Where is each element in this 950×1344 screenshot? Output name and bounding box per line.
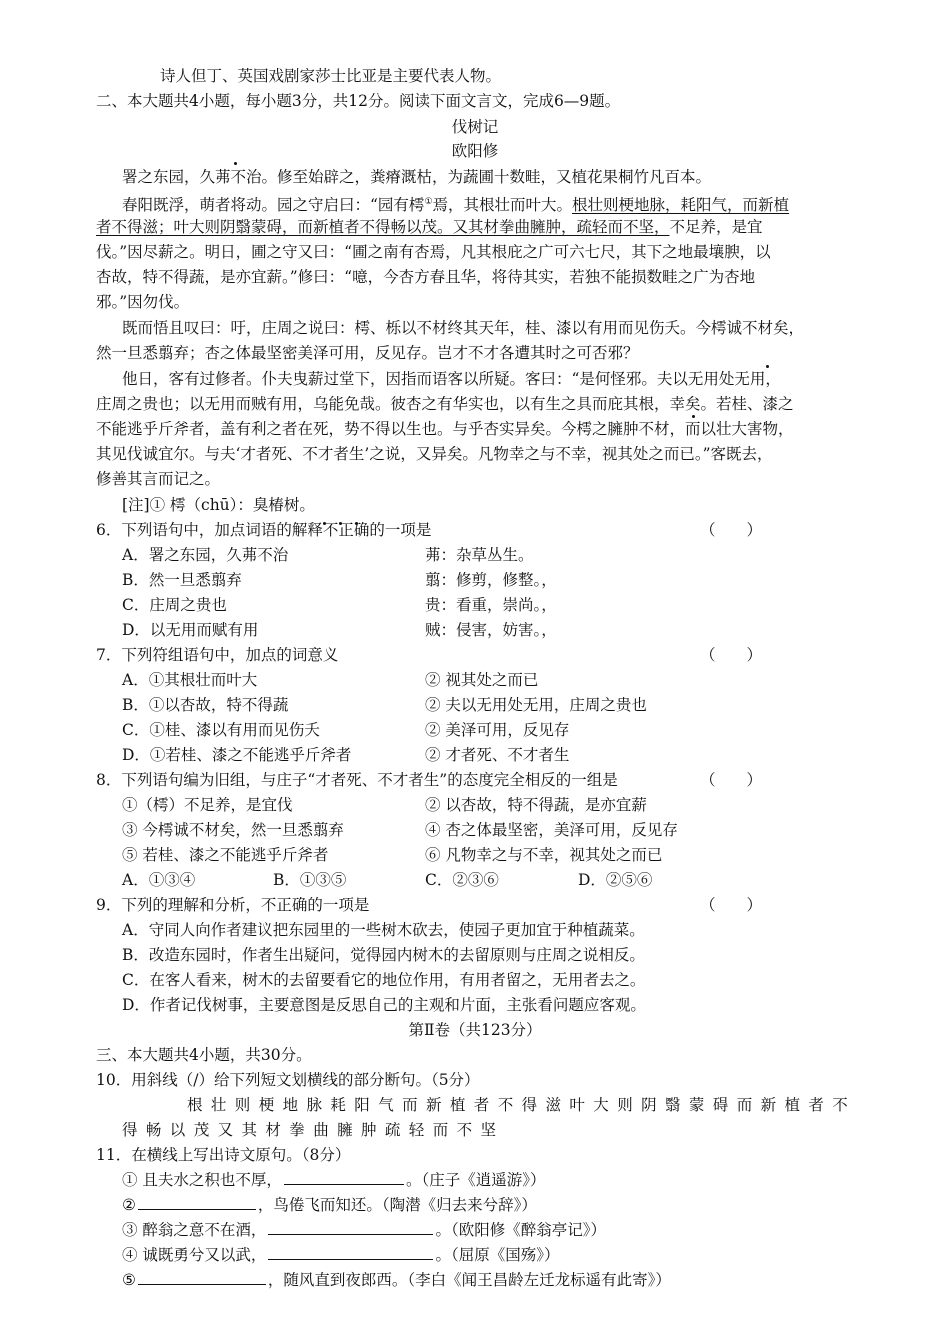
passage-p3-line1: 既而悟且叹曰：吁，庄周之说曰：樗、栎以不材终其天年，桂、漆以有用而见伤夭。今樗诚不材矣， (122, 319, 805, 337)
passage-p4-line4: 其见伐诚宜尔。与夫‘才者死、不才者生’之说，又异矣。凡物幸之与不幸，视其处之而已。”客既去， (96, 445, 773, 463)
q10-stem: 10．用斜线（/）给下列短文划横线的部分断句。（5分） (96, 1071, 480, 1089)
q9-option-c: C．在客人看来，树木的去留要看它的地位作用，有用者留之，无用者去之。 (122, 971, 646, 989)
q11-stem: 11．在横线上写出诗文原句。（8分） (96, 1146, 351, 1164)
q8-item-5: ⑤ 若桂、漆之不能逃乎斤斧者 (122, 846, 329, 864)
q8-stem: 8．下列语句编为旧组，与庄子“才者死、不才者生”的态度完全相反的一组是 (96, 771, 618, 789)
answer-blank-2[interactable] (138, 1195, 256, 1210)
q7-stem: 7．下列符组语句中，加点的词意义 (96, 646, 339, 664)
passage-p4-line2: 庄周之贵也；以无用而贼有用，乌能免哉。彼杏之有华实也，以有生之具而庇其根，幸矣。若桂、漆之 (96, 395, 794, 413)
q8-answer-paren[interactable]: （ ） (700, 771, 763, 789)
passage-p2-line2 (96, 217, 763, 237)
q6-option-c: C．庄周之贵也 (122, 596, 227, 614)
q6-option-d: D．以无用而赋有用 (122, 621, 259, 639)
q9-stem: 9．下列的理解和分析，不正确的一项是 (96, 896, 370, 914)
q7-option-b-1: B．①以杏故，特不得蔬 (122, 696, 289, 714)
q7-answer-paren[interactable]: （ ） (700, 646, 763, 664)
q10-text-line1: 根壮则梗地脉耗阳气而新植者不得滋叶大则阴翳蒙碍而新植者不 (187, 1096, 857, 1114)
q9-answer-paren[interactable]: （ ） (700, 896, 763, 914)
q6-option-d-gloss: 贼：侵害，妨害。， (425, 621, 557, 639)
passage-p2-line5: 邪。”因勿伐。 (96, 293, 190, 311)
emphasis-dot (692, 415, 695, 418)
q10-text-line2: 得畅以茂又其材拳曲臃肿疏轻而不坚 (122, 1121, 505, 1139)
passage-p2-line3: 伐。”因尽薪之。明日，圃之守又曰：“圃之南有杏焉，凡其根庇之广可六七尺，其下之地最壤腴，以 (96, 243, 771, 261)
emphasis-dot (234, 162, 237, 165)
q8-choice-c: C．②③⑥ (425, 871, 499, 889)
answer-blank-5[interactable] (138, 1270, 266, 1285)
q6-option-a-gloss: 茀：杂草丛生。 (425, 546, 534, 564)
q7-option-a-2: ② 视其处之而已 (425, 671, 539, 689)
p2-text-b: 焉，其根壮而叶大。 (432, 196, 573, 215)
q6-option-b: B．然一旦悉翦弃 (122, 571, 242, 589)
q11-item-2-pre: ② (122, 1196, 136, 1214)
q11-item-1-pre: ① 且夫水之积也不厚， (122, 1171, 282, 1189)
passage-p1: 署之东园，久茀不治。修至始辟之，粪瘠溉枯，为蔬圃十数畦，又植花果桐竹凡百本。 (122, 168, 712, 186)
q7-option-a-1: A．①其根壮而叶大 (122, 671, 258, 689)
part2-title: 第Ⅱ卷（共123分） (408, 1021, 542, 1039)
underlined-text-1: 根壮则梗地脉，耗阳气，而新植 (572, 196, 790, 215)
q11-item-3-post: 。（欧阳修《醉翁亭记》） (435, 1221, 606, 1239)
q11-item-1-post: 。（庄子《逍遥游》） (405, 1171, 546, 1189)
passage-p2-line1 (122, 192, 789, 215)
q7-option-c-2: ② 美泽可用，反见存 (425, 721, 570, 739)
q11-item-2 (122, 1195, 537, 1215)
q6-option-a: A．署之东园，久茀不治 (122, 546, 289, 564)
q9-option-a: A．守同人向作者建议把东园里的一些树木砍去，使园子更加宜于种植蔬菜。 (122, 921, 645, 939)
passage-p4-line3: 不能逃乎斤斧者，盖有利之者在死，势不得以生也。与乎杏实异矣。今樗之臃肿不材，而以壮大害物， (96, 420, 794, 438)
p2-text-c: 不足养，是宜 (669, 218, 763, 236)
passage-p3-line2: 然一旦悉翦弃；杏之体最坚密美泽可用，反见存。岂才不才各遭其时之可否邪？ (96, 344, 639, 362)
q7-option-d-2: ② 才者死、不才者生 (425, 746, 570, 764)
section2-header: 二、本大题共4小题，每小题3分，共12分。阅读下面文言文，完成6—9题。 (96, 92, 621, 110)
q8-item-1: ①（樗）不足养，是宜伐 (122, 796, 293, 814)
q8-choice-d: D．②⑤⑥ (578, 871, 653, 889)
q7-option-b-2: ② 夫以无用处无用，庄周之贵也 (425, 696, 647, 714)
q8-choice-b: B．①③⑤ (273, 871, 347, 889)
q11-item-4 (122, 1245, 559, 1265)
q11-item-4-pre: ④ 诚既勇兮又以武， (122, 1246, 267, 1264)
q11-item-3-pre: ③ 醉翁之意不在酒， (122, 1221, 267, 1239)
q11-item-3 (122, 1220, 606, 1240)
passage-title: 伐树记 (451, 118, 499, 136)
passage-p4-line5: 修善其言而记之。 (96, 470, 221, 488)
answer-blank-3[interactable] (268, 1220, 433, 1235)
q11-item-5 (122, 1270, 671, 1290)
q9-option-b: B．改造东园时，作者生出疑问，觉得园内树木的去留原则与庄周之说相反。 (122, 946, 645, 964)
q7-option-c-1: C．①桂、漆以有用而见伤夭 (122, 721, 320, 739)
answer-blank-1[interactable] (284, 1170, 404, 1185)
q8-choice-a: A．①③④ (122, 871, 196, 889)
q11-item-5-pre: ⑤ (122, 1271, 136, 1289)
q6-answer-paren[interactable]: （ ） (700, 521, 763, 539)
q11-item-2-post: ，鸟倦飞而知还。（陶潜《归去来兮辞》） (257, 1196, 537, 1214)
q11-item-5-post: ，随风直到夜郎西。（李白《闻王昌龄左迁龙标遥有此寄》） (267, 1271, 671, 1289)
q6-option-b-gloss: 翦：修剪，修整。， (425, 571, 557, 589)
underlined-text-2: 者不得滋；叶大则阴翳蒙碍，而新植者不得畅以茂。又其材拳曲臃肿，疏轻而不坚， (96, 218, 670, 236)
footnote-marker: ① (424, 197, 433, 207)
q11-item-4-post: 。（屈原《国殇》） (435, 1246, 560, 1264)
passage-p2-line4: 杏故，特不得蔬，是亦宜薪。”修曰：“噫，今杏方春且华，将待其实，若独不能损数畦之广为杏地 (96, 268, 756, 286)
q11-item-1 (122, 1170, 545, 1190)
q8-item-6: ⑥ 凡物幸之与不幸，视其处之而已 (425, 846, 663, 864)
top-line: 诗人但丁、英国戏剧家莎士比亚是主要代表人物。 (160, 67, 502, 85)
q8-item-3: ③ 今樗诚不材矣，然一旦悉翦弃 (122, 821, 344, 839)
p2-text-a: 春阳既浮，萌者将动。园之守启曰：“园有樗 (122, 196, 425, 215)
passage-author: 欧阳修 (451, 142, 499, 160)
passage-note: [注]① 樗（chū）：臭椿树。 (122, 496, 315, 514)
section3-header: 三、本大题共4小题，共30分。 (96, 1046, 312, 1064)
q7-option-d-1: D．①若桂、漆之不能逃乎斤斧者 (122, 746, 352, 764)
emphasis-dot (766, 365, 769, 368)
q6-stem: 6．下列语句中，加点词语的解释不正确的一项是 (96, 521, 432, 539)
answer-blank-4[interactable] (268, 1245, 433, 1260)
q8-item-2: ② 以杏故，特不得蔬，是亦宜薪 (425, 796, 647, 814)
q9-option-d: D．作者记伐树事，主要意图是反思自己的主观和片面，主张看问题应客观。 (122, 996, 646, 1014)
passage-p4-line1: 他日，客有过修者。仆夫曳薪过堂下，因指而语客以所疑。客曰：“是何怪邪。夫以无用处无用， (122, 370, 781, 388)
q8-item-4: ④ 杏之体最坚密，美泽可用，反见存 (425, 821, 678, 839)
q6-option-c-gloss: 贵：看重，崇尚。， (425, 596, 557, 614)
